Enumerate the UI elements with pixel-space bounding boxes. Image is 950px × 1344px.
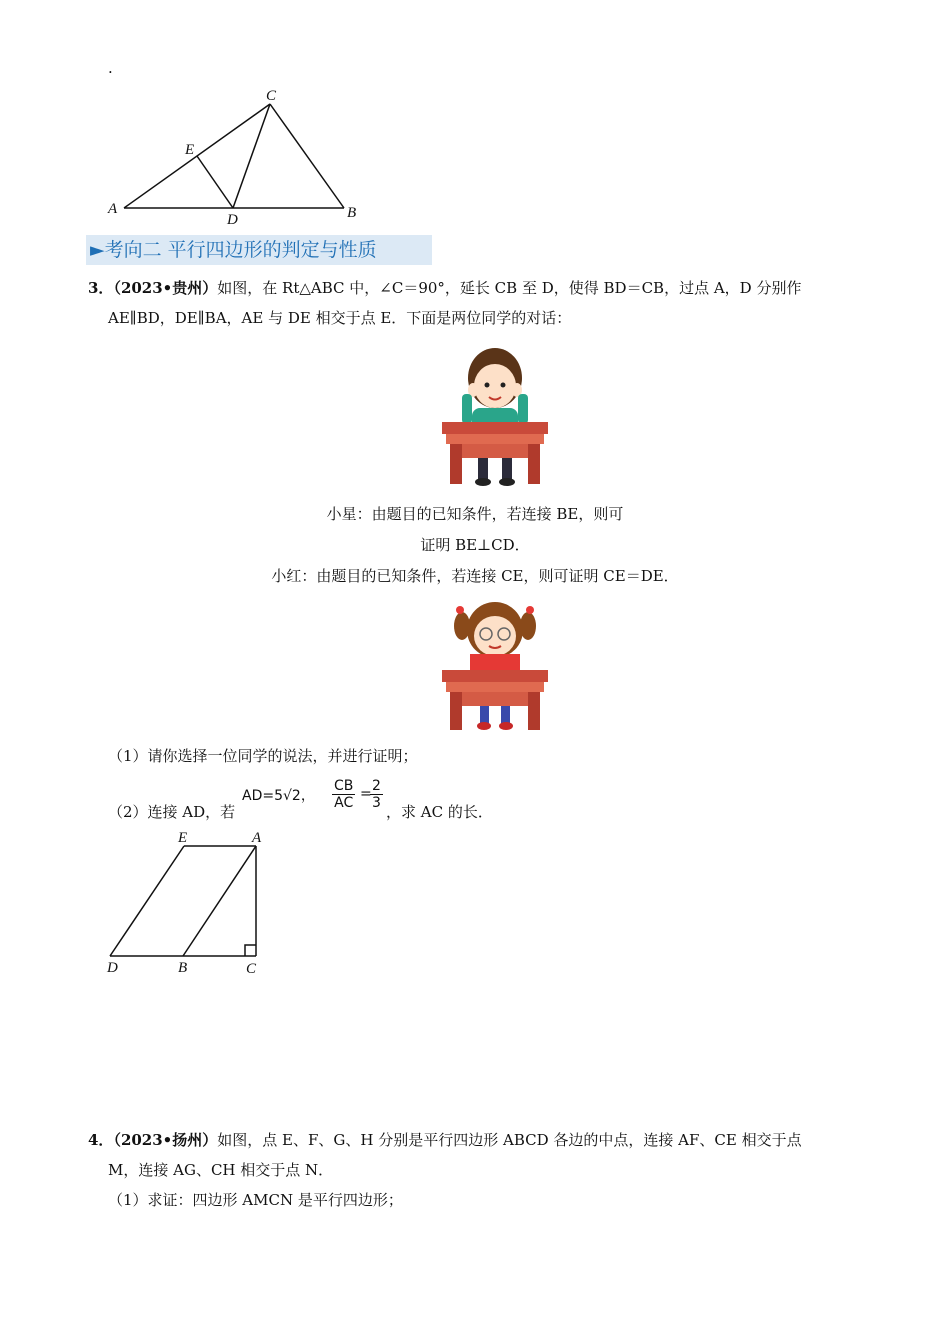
label-d: D	[227, 212, 238, 228]
label-b: B	[178, 960, 188, 976]
figure-triangle-abc	[100, 82, 370, 232]
xiaoxing-line1: 小星：由题目的已知条件，若连接 BE，则可	[326, 505, 624, 523]
q3-part2-value	[370, 778, 383, 811]
xiaoxing-line2: 证明 BE⊥CD．	[420, 536, 530, 554]
value-denominator: 3	[372, 795, 381, 811]
right-angle-mark	[245, 945, 256, 956]
q3-text-1: 如图，在 Rt△ABC 中，∠C＝90°，延长 CB 至 D，使得 BD＝CB，过点 A，D 分别作	[217, 279, 802, 297]
q3-line1	[88, 278, 801, 298]
figure-parallelogram-abde	[100, 826, 280, 978]
q3-part1: （1）请你选择一位同学的说法，并进行证明；	[108, 747, 418, 765]
segment-cd	[233, 104, 270, 208]
label-e: E	[185, 142, 195, 158]
label-c: C	[246, 961, 257, 977]
q4-part1: （1）求证：四边形 AMCN 是平行四边形；	[108, 1191, 403, 1209]
label-a: A	[108, 201, 118, 217]
frac-denominator: AC	[334, 795, 354, 811]
section-heading: ►考向二 平行四边形的判定与性质	[90, 239, 377, 261]
q3-part2-ad-value: AD=5√2，	[242, 788, 315, 804]
q4-line2: M，连接 AG、CH 相交于点 N．	[108, 1161, 334, 1179]
girl-at-desk-illustration	[440, 592, 550, 734]
label-e: E	[178, 830, 188, 846]
q4-line1	[88, 1130, 802, 1150]
segment-ab	[183, 846, 256, 956]
q3-part2-suffix: ，求 AC 的长．	[386, 803, 493, 821]
q3-line2: AE∥BD，DE∥BA，AE 与 DE 相交于点 E．下面是两位同学的对话：	[108, 309, 572, 327]
q3-number: 3．	[88, 279, 114, 297]
label-c: C	[266, 88, 277, 104]
boy-at-desk-illustration	[440, 338, 550, 490]
q4-source: （2023•扬州）	[113, 1131, 218, 1149]
value-numerator: 2	[372, 778, 381, 794]
q4-number: 4．	[88, 1131, 114, 1149]
xiaohong-line: 小红：由题目的已知条件，若连接 CE，则可证明 CE＝DE．	[271, 567, 679, 585]
stray-dot: ·	[108, 63, 113, 81]
label-d: D	[107, 960, 118, 976]
frac-numerator: CB	[334, 778, 354, 794]
label-a: A	[252, 830, 262, 846]
segment-cb	[270, 104, 344, 208]
label-b: B	[347, 205, 357, 221]
q3-part2-fraction	[332, 778, 355, 811]
q3-part2-equals: =	[360, 786, 372, 802]
segment-ed	[110, 846, 184, 956]
segment-ed	[197, 156, 233, 208]
q3-source: （2023•贵州）	[113, 279, 218, 297]
q4-text-1: 如图，点 E、F、G、H 分别是平行四边形 ABCD 各边的中点，连接 AF、CE 相交于点	[217, 1131, 802, 1149]
q3-part2-prefix: （2）连接 AD，若	[108, 803, 236, 821]
